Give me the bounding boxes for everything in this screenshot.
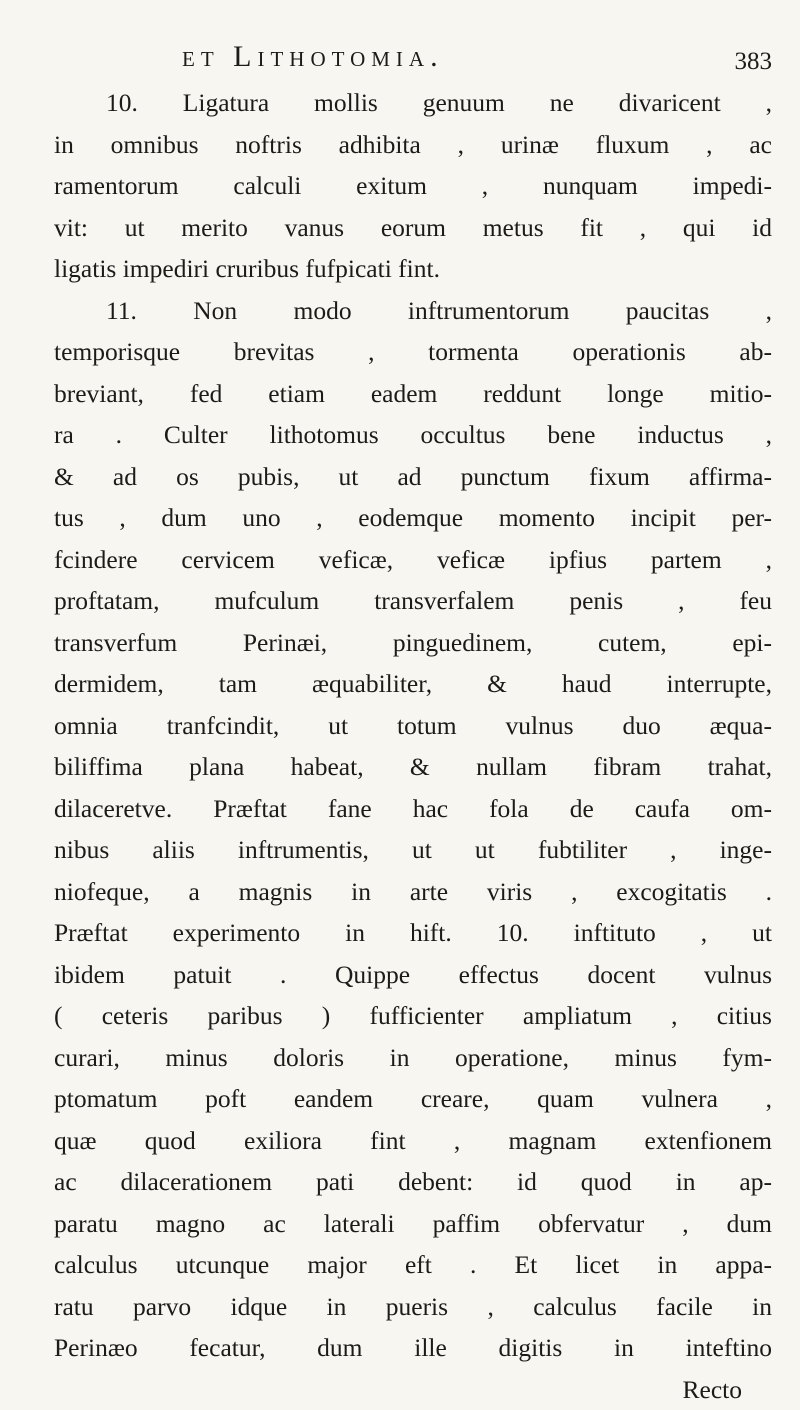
text-line: calculus utcunque major eft . Et licet in appa-	[54, 1244, 772, 1286]
text-line: ra . Culter lithotomus occultus bene inductus ,	[54, 414, 772, 456]
text-line: nibus aliis inftrumentis, ut ut fubtiliter , inge-	[54, 829, 772, 871]
text-line: temporisque brevitas , tormenta operationis ab-	[54, 331, 772, 373]
text-line: ibidem patuit . Quippe effectus docent vulnus	[54, 954, 772, 996]
text-line: transverfum Perinæi, pinguedinem, cutem, epi-	[54, 622, 772, 664]
text-line: ptomatum poft eandem creare, quam vulnera ,	[54, 1078, 772, 1120]
text-line: niofeque, a magnis in arte viris , excogitatis .	[54, 871, 772, 913]
catchword: Recto	[54, 1369, 772, 1410]
text-line: dilaceretve. Præftat fane hac fola de caufa om-	[54, 788, 772, 830]
text-line: quæ quod exiliora fint , magnam extenfionem	[54, 1120, 772, 1162]
text-line: ligatis impediri cruribus fufpicati fint.	[54, 248, 772, 290]
text-line: biliffima plana habeat, & nullam fibram trahat,	[54, 746, 772, 788]
text-line: 10. Ligatura mollis genuum ne divaricent ,	[54, 82, 772, 124]
text-line: in omnibus noftris adhibita , urinæ fluxum , ac	[54, 124, 772, 166]
text-line: ratu parvo idque in pueris , calculus facile in	[54, 1286, 772, 1328]
text-line: tus , dum uno , eodemque momento incipit per-	[54, 497, 772, 539]
text-line: & ad os pubis, ut ad punctum fixum affirma-	[54, 456, 772, 498]
text-line: ( ceteris paribus ) fufficienter ampliatum , citius	[54, 995, 772, 1037]
page-number: 383	[735, 48, 773, 76]
text-line: breviant, fed etiam eadem reddunt longe mitio-	[54, 373, 772, 415]
text-line: proftatam, mufculum transverfalem penis , feu	[54, 580, 772, 622]
text-line: fcindere cervicem veficæ, veficæ ipfius partem ,	[54, 539, 772, 581]
text-line: vit: ut merito vanus eorum metus fit , qui id	[54, 207, 772, 249]
text-line: omnia tranfcindit, ut totum vulnus duo æqua-	[54, 705, 772, 747]
text-line: 11. Non modo inftrumentorum paucitas ,	[54, 290, 772, 332]
running-title: et Lithotomia.	[182, 40, 444, 74]
text-line: ac dilacerationem pati debent: id quod in ap-	[54, 1161, 772, 1203]
text-line: curari, minus doloris in operatione, minus fym-	[54, 1037, 772, 1079]
running-head	[54, 40, 772, 78]
text-line: dermidem, tam æquabiliter, & haud interrupte,	[54, 663, 772, 705]
text-line: paratu magno ac laterali paffim obfervatur , dum	[54, 1203, 772, 1245]
text-line: Perinæo fecatur, dum ille digitis in inteftino	[54, 1327, 772, 1369]
text-line: Præftat experimento in hift. 10. inftituto , ut	[54, 912, 772, 954]
text-line: ramentorum calculi exitum , nunquam impedi-	[54, 165, 772, 207]
body-text	[54, 82, 772, 1410]
